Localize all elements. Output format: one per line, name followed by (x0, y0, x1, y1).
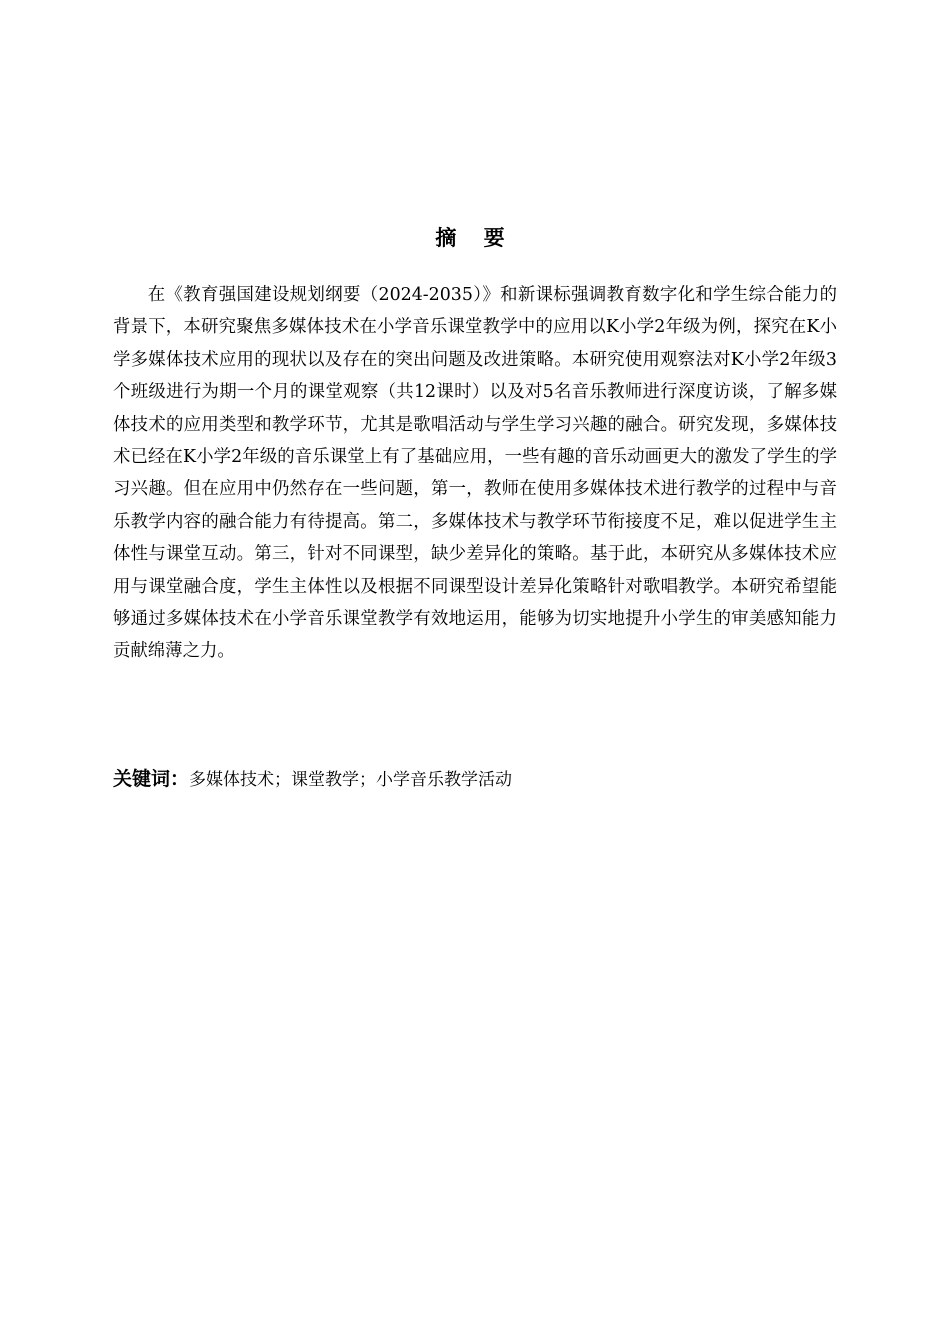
keywords-line (113, 764, 837, 795)
keywords-label: 关键词： (113, 768, 190, 790)
keywords-text: 多媒体技术；课堂教学；小学音乐教学活动 (189, 770, 513, 790)
abstract-title: 摘 要 (435, 226, 515, 250)
abstract-body: 在《教育强国建设规划纲要（2024-2035）》和新课标强调教育数字化和学生综合能力的背景下，本研究聚焦多媒体技术在小学音乐课堂教学中的应用以K小学2年级为例，探究在K小学多媒体技术应用的现状以及存在的突出问题及改进策略。本研究使用观察法对K小学2年级3个班级进行为期一个月的课堂观察（共12课时）以及对5名音乐教师进行深度访谈，了解多媒体技术的应用类型和教学环节，尤其是歌唱活动与学生学习兴趣的融合。研究发现，多媒体技术已经在K小学2年级的音乐课堂上有了基础应用，一些有趣的音乐动画更大的激发了学生的学习兴趣。但在应用中仍然存在一些问题，第一，教师在使用多媒体技术进行教学的过程中与音乐教学内容的融合能力有待提高。第二，多媒体技术与教学环节衔接度不足，难以促进学生主体性与课堂互动。第三，针对不同课型，缺少差异化的策略。基于此，本研究从多媒体技术应用与课堂融合度，学生主体性以及根据不同课型设计差异化策略针对歌唱教学。本研究希望能够通过多媒体技术在小学音乐课堂教学有效地运用，能够为切实地提升小学生的审美感知能力贡献绵薄之力。 (113, 285, 837, 662)
